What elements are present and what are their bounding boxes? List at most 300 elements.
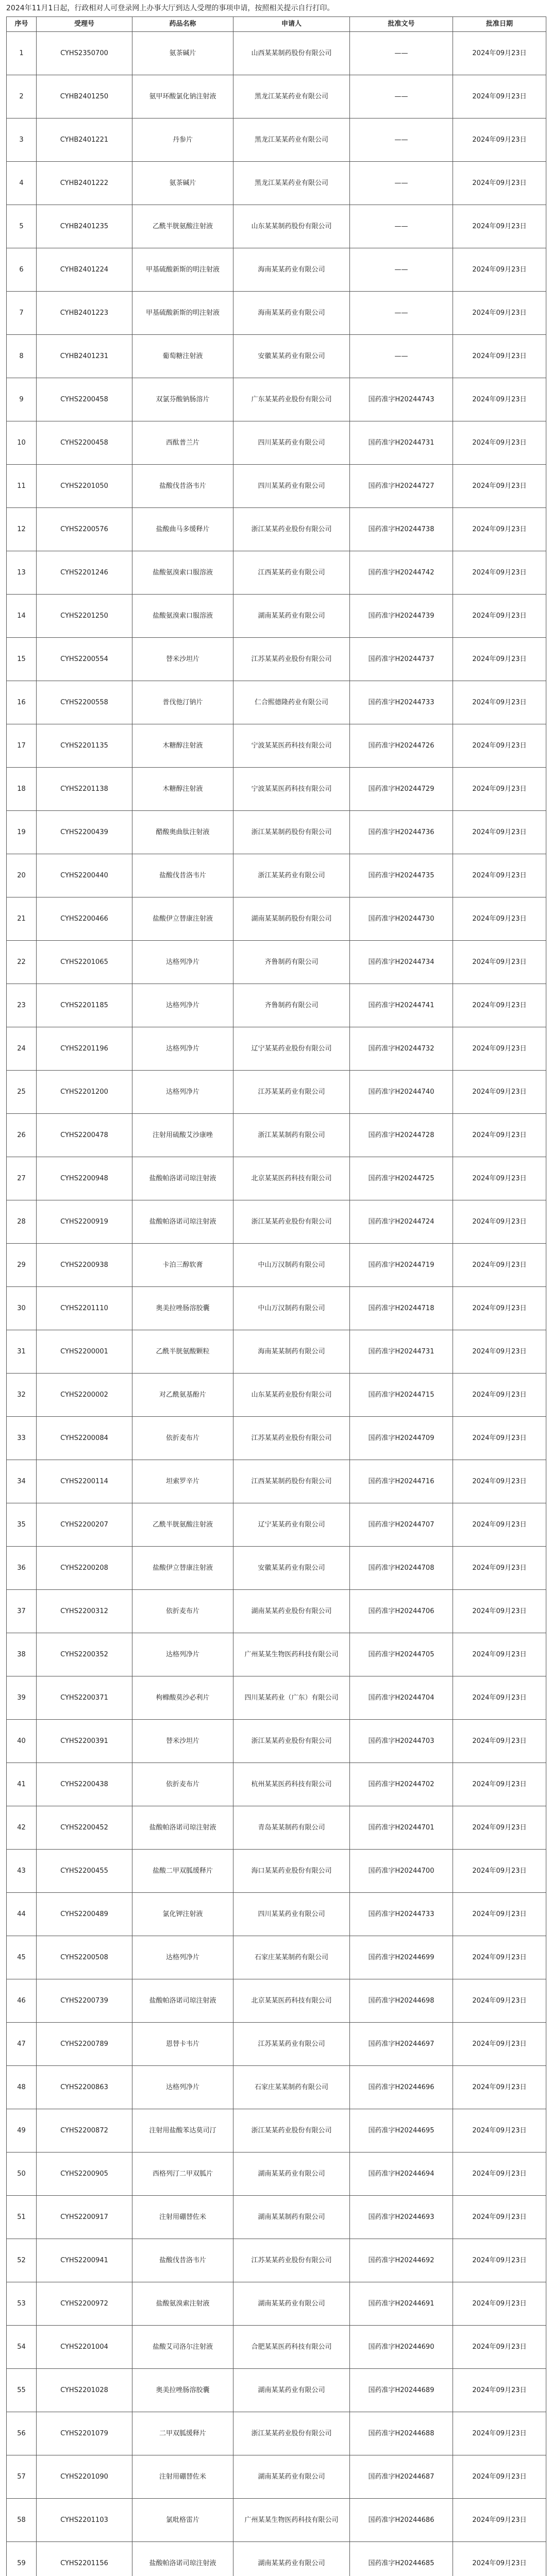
- cell-approval-date: 2024年09月23日: [453, 1417, 546, 1460]
- table-row: [7, 941, 546, 984]
- cell-drug-name: 双氯芬酸钠肠溶片: [132, 378, 233, 421]
- cell-index: 56: [7, 2412, 37, 2455]
- table-header: [7, 17, 546, 32]
- cell-acceptance-no: CYHS2201196: [37, 1027, 132, 1071]
- cell-applicant: 江苏某某药业有限公司: [233, 2023, 350, 2066]
- cell-approval-date: 2024年09月23日: [453, 75, 546, 118]
- cell-drug-name: 注射用硼替佐米: [132, 2196, 233, 2239]
- cell-applicant: 宁波某某医药科技有限公司: [233, 768, 350, 811]
- cell-approval-no: 国药准字H20244715: [350, 1374, 453, 1417]
- cell-drug-name: 氯化钾注射液: [132, 1893, 233, 1936]
- cell-approval-no: 国药准字H20244691: [350, 2282, 453, 2326]
- cell-approval-no: ——: [350, 292, 453, 335]
- cell-approval-date: 2024年09月23日: [453, 1374, 546, 1417]
- cell-acceptance-no: CYHS2201090: [37, 2455, 132, 2499]
- cell-approval-no: 国药准字H20244697: [350, 2023, 453, 2066]
- cell-approval-no: 国药准字H20244726: [350, 724, 453, 768]
- cell-acceptance-no: CYHS2200863: [37, 2066, 132, 2109]
- cell-acceptance-no: CYHS2201246: [37, 551, 132, 595]
- cell-acceptance-no: CYHB2401224: [37, 248, 132, 292]
- cell-acceptance-no: CYHS2200458: [37, 378, 132, 421]
- cell-drug-name: 坦索罗辛片: [132, 1460, 233, 1503]
- cell-approval-no: 国药准字H20244693: [350, 2196, 453, 2239]
- cell-index: 45: [7, 1936, 37, 1979]
- cell-index: 25: [7, 1071, 37, 1114]
- cell-approval-date: 2024年09月23日: [453, 2542, 546, 2576]
- cell-drug-name: 盐酸伐昔洛韦片: [132, 854, 233, 897]
- cell-applicant: 安徽某某药业有限公司: [233, 335, 350, 378]
- header-acceptance-no: 受理号: [37, 17, 132, 32]
- cell-approval-no: 国药准字H20244731: [350, 421, 453, 465]
- cell-approval-no: 国药准字H20244695: [350, 2109, 453, 2153]
- cell-approval-date: 2024年09月23日: [453, 205, 546, 248]
- cell-index: 8: [7, 335, 37, 378]
- cell-applicant: 浙江某某制药股份有限公司: [233, 811, 350, 854]
- approval-table: [6, 16, 546, 2576]
- cell-approval-no: 国药准字H20244685: [350, 2542, 453, 2576]
- cell-applicant: 湖南某某药业有限公司: [233, 2153, 350, 2196]
- cell-acceptance-no: CYHS2200558: [37, 681, 132, 724]
- cell-acceptance-no: CYHS2200391: [37, 1720, 132, 1763]
- table-row: [7, 1503, 546, 1547]
- cell-approval-date: 2024年09月23日: [453, 162, 546, 205]
- cell-approval-no: 国药准字H20244725: [350, 1157, 453, 1200]
- cell-applicant: 中山万汉制药有限公司: [233, 1287, 350, 1330]
- cell-approval-date: 2024年09月23日: [453, 2455, 546, 2499]
- cell-approval-date: 2024年09月23日: [453, 768, 546, 811]
- cell-acceptance-no: CYHS2200352: [37, 1633, 132, 1676]
- table-row: [7, 984, 546, 1027]
- cell-acceptance-no: CYHS2200941: [37, 2239, 132, 2282]
- cell-index: 17: [7, 724, 37, 768]
- table-row: [7, 2023, 546, 2066]
- cell-applicant: 中山万汉制药有限公司: [233, 1244, 350, 1287]
- cell-drug-name: 恩替卡韦片: [132, 2023, 233, 2066]
- cell-approval-date: 2024年09月23日: [453, 897, 546, 941]
- cell-drug-name: 盐酸伊立替康注射液: [132, 1547, 233, 1590]
- cell-approval-date: 2024年09月23日: [453, 638, 546, 681]
- cell-drug-name: 盐酸伐昔洛韦片: [132, 465, 233, 508]
- cell-approval-no: 国药准字H20244738: [350, 508, 453, 551]
- table-row: [7, 205, 546, 248]
- cell-approval-date: 2024年09月23日: [453, 2066, 546, 2109]
- cell-applicant: 石家庄某某制药有限公司: [233, 1936, 350, 1979]
- cell-approval-date: 2024年09月23日: [453, 1590, 546, 1633]
- cell-approval-date: 2024年09月23日: [453, 2412, 546, 2455]
- cell-applicant: 浙江某某药业股份有限公司: [233, 1720, 350, 1763]
- header-drug-name: 药品名称: [132, 17, 233, 32]
- cell-index: 58: [7, 2499, 37, 2542]
- cell-approval-no: 国药准字H20244729: [350, 768, 453, 811]
- cell-approval-date: 2024年09月23日: [453, 1244, 546, 1287]
- cell-index: 15: [7, 638, 37, 681]
- cell-index: 35: [7, 1503, 37, 1547]
- cell-approval-no: 国药准字H20244727: [350, 465, 453, 508]
- cell-acceptance-no: CYHS2200002: [37, 1374, 132, 1417]
- cell-approval-date: 2024年09月23日: [453, 1200, 546, 1244]
- cell-applicant: 山西某某制药股份有限公司: [233, 32, 350, 75]
- cell-acceptance-no: CYHS2200455: [37, 1850, 132, 1893]
- cell-approval-no: 国药准字H20244732: [350, 1027, 453, 1071]
- cell-applicant: 山东某某制药股份有限公司: [233, 205, 350, 248]
- cell-acceptance-no: CYHS2200948: [37, 1157, 132, 1200]
- cell-index: 53: [7, 2282, 37, 2326]
- cell-acceptance-no: CYHS2200458: [37, 421, 132, 465]
- cell-approval-date: 2024年09月23日: [453, 1071, 546, 1114]
- cell-applicant: 杭州某某医药科技有限公司: [233, 1763, 350, 1806]
- cell-approval-no: 国药准字H20244709: [350, 1417, 453, 1460]
- cell-approval-date: 2024年09月23日: [453, 1287, 546, 1330]
- cell-applicant: 辽宁某某药业有限公司: [233, 1503, 350, 1547]
- cell-index: 28: [7, 1200, 37, 1244]
- cell-index: 54: [7, 2326, 37, 2369]
- cell-acceptance-no: CYHS2200872: [37, 2109, 132, 2153]
- cell-drug-name: 达格列净片: [132, 1936, 233, 1979]
- table-row: [7, 2109, 546, 2153]
- cell-acceptance-no: CYHS2200466: [37, 897, 132, 941]
- cell-applicant: 四川某某药业有限公司: [233, 1893, 350, 1936]
- table-row: [7, 2066, 546, 2109]
- cell-index: 4: [7, 162, 37, 205]
- table-row: [7, 1417, 546, 1460]
- table-row: [7, 724, 546, 768]
- cell-approval-date: 2024年09月23日: [453, 1547, 546, 1590]
- cell-index: 42: [7, 1806, 37, 1850]
- cell-drug-name: 达格列净片: [132, 1027, 233, 1071]
- cell-approval-date: 2024年09月23日: [453, 378, 546, 421]
- cell-acceptance-no: CYHS2200114: [37, 1460, 132, 1503]
- table-row: [7, 1676, 546, 1720]
- cell-applicant: 浙江某某制药有限公司: [233, 1114, 350, 1157]
- cell-drug-name: 盐酸帕洛诺司琼注射液: [132, 1806, 233, 1850]
- cell-applicant: 湖南某某药业有限公司: [233, 595, 350, 638]
- cell-approval-no: 国药准字H20244708: [350, 1547, 453, 1590]
- cell-approval-date: 2024年09月23日: [453, 1676, 546, 1720]
- cell-approval-no: 国药准字H20244690: [350, 2326, 453, 2369]
- cell-drug-name: 盐酸伊立替康注射液: [132, 897, 233, 941]
- cell-acceptance-no: CYHS2200312: [37, 1590, 132, 1633]
- cell-drug-name: 木糖醇注射液: [132, 768, 233, 811]
- cell-approval-no: ——: [350, 32, 453, 75]
- cell-applicant: 广州某某生物医药科技有限公司: [233, 1633, 350, 1676]
- cell-drug-name: 丹参片: [132, 118, 233, 162]
- cell-approval-no: 国药准字H20244730: [350, 897, 453, 941]
- cell-approval-no: 国药准字H20244686: [350, 2499, 453, 2542]
- cell-applicant: 海口某某药业股份有限公司: [233, 1850, 350, 1893]
- cell-index: 21: [7, 897, 37, 941]
- cell-index: 11: [7, 465, 37, 508]
- cell-applicant: 齐鲁制药有限公司: [233, 941, 350, 984]
- cell-approval-date: 2024年09月23日: [453, 681, 546, 724]
- cell-acceptance-no: CYHS2201050: [37, 465, 132, 508]
- cell-index: 26: [7, 1114, 37, 1157]
- cell-approval-no: 国药准字H20244707: [350, 1503, 453, 1547]
- cell-index: 48: [7, 2066, 37, 2109]
- cell-drug-name: 木糖醇注射液: [132, 724, 233, 768]
- cell-index: 40: [7, 1720, 37, 1763]
- cell-index: 12: [7, 508, 37, 551]
- table-row: [7, 681, 546, 724]
- cell-applicant: 浙江某某药业有限公司: [233, 854, 350, 897]
- cell-approval-date: 2024年09月23日: [453, 984, 546, 1027]
- cell-approval-no: 国药准字H20244719: [350, 1244, 453, 1287]
- cell-acceptance-no: CYHS2200489: [37, 1893, 132, 1936]
- table-row: [7, 32, 546, 75]
- intro-text: 2024年11月1日起，行政相对人可登录网上办事大厅到达人受理的事项申请，按照相关提示自行打印。: [6, 4, 334, 12]
- cell-approval-no: 国药准字H20244734: [350, 941, 453, 984]
- table-row: [7, 2455, 546, 2499]
- cell-index: 47: [7, 2023, 37, 2066]
- cell-acceptance-no: CYHS2200438: [37, 1763, 132, 1806]
- cell-applicant: 石家庄某某制药有限公司: [233, 2066, 350, 2109]
- cell-drug-name: 达格列净片: [132, 1071, 233, 1114]
- cell-applicant: 湖南某某药业股份有限公司: [233, 1590, 350, 1633]
- cell-drug-name: 枸橼酸莫沙必利片: [132, 1676, 233, 1720]
- cell-acceptance-no: CYHS2200938: [37, 1244, 132, 1287]
- cell-applicant: 辽宁某某药业股份有限公司: [233, 1027, 350, 1071]
- cell-drug-name: 卡泊三醇软膏: [132, 1244, 233, 1287]
- cell-approval-no: 国药准字H20244743: [350, 378, 453, 421]
- cell-drug-name: 盐酸氨溴索口服溶液: [132, 551, 233, 595]
- cell-acceptance-no: CYHS2200371: [37, 1676, 132, 1720]
- cell-approval-date: 2024年09月23日: [453, 1114, 546, 1157]
- cell-applicant: 江苏某某药业股份有限公司: [233, 2239, 350, 2282]
- cell-applicant: 海南某某药业有限公司: [233, 292, 350, 335]
- cell-drug-name: 乙酰半胱氨酸注射液: [132, 205, 233, 248]
- cell-acceptance-no: CYHS2200478: [37, 1114, 132, 1157]
- cell-drug-name: 达格列净片: [132, 2066, 233, 2109]
- cell-approval-date: 2024年09月23日: [453, 2196, 546, 2239]
- cell-approval-no: 国药准字H20244687: [350, 2455, 453, 2499]
- cell-index: 23: [7, 984, 37, 1027]
- table-row: [7, 1893, 546, 1936]
- cell-acceptance-no: CYHS2200207: [37, 1503, 132, 1547]
- table-row: [7, 2542, 546, 2576]
- cell-drug-name: 替米沙坦片: [132, 638, 233, 681]
- cell-drug-name: 西格列汀二甲双胍片: [132, 2153, 233, 2196]
- cell-acceptance-no: CYHS2201135: [37, 724, 132, 768]
- table-row: [7, 292, 546, 335]
- cell-approval-date: 2024年09月23日: [453, 118, 546, 162]
- cell-drug-name: 盐酸帕洛诺司琼注射液: [132, 1157, 233, 1200]
- cell-index: 6: [7, 248, 37, 292]
- cell-index: 13: [7, 551, 37, 595]
- cell-acceptance-no: CYHB2401235: [37, 205, 132, 248]
- cell-drug-name: 奥美拉唑肠溶胶囊: [132, 1287, 233, 1330]
- header-applicant: 申请人: [233, 17, 350, 32]
- table-row: [7, 1590, 546, 1633]
- table-row: [7, 1244, 546, 1287]
- cell-drug-name: 盐酸二甲双胍缓释片: [132, 1850, 233, 1893]
- cell-acceptance-no: CYHS2201103: [37, 2499, 132, 2542]
- cell-index: 49: [7, 2109, 37, 2153]
- table-row: [7, 1633, 546, 1676]
- cell-acceptance-no: CYHS2201028: [37, 2369, 132, 2412]
- table-row: [7, 1850, 546, 1893]
- cell-applicant: 广东某某药业股份有限公司: [233, 378, 350, 421]
- cell-approval-no: 国药准字H20244694: [350, 2153, 453, 2196]
- cell-acceptance-no: CYHS2201185: [37, 984, 132, 1027]
- cell-drug-name: 注射用硼替佐米: [132, 2455, 233, 2499]
- cell-approval-date: 2024年09月23日: [453, 1763, 546, 1806]
- cell-approval-date: 2024年09月23日: [453, 1157, 546, 1200]
- cell-drug-name: 醋酸奥曲肽注射液: [132, 811, 233, 854]
- cell-index: 46: [7, 1979, 37, 2023]
- cell-approval-no: 国药准字H20244700: [350, 1850, 453, 1893]
- cell-drug-name: 乙酰半胱氨酸注射液: [132, 1503, 233, 1547]
- cell-drug-name: 乙酰半胱氨酸颗粒: [132, 1330, 233, 1374]
- cell-index: 57: [7, 2455, 37, 2499]
- cell-acceptance-no: CYHS2201200: [37, 1071, 132, 1114]
- cell-approval-no: 国药准字H20244692: [350, 2239, 453, 2282]
- header-approval-no: 批准文号: [350, 17, 453, 32]
- table-row: [7, 2369, 546, 2412]
- cell-acceptance-no: CYHS2201065: [37, 941, 132, 984]
- cell-drug-name: 依折麦布片: [132, 1590, 233, 1633]
- cell-index: 34: [7, 1460, 37, 1503]
- cell-index: 10: [7, 421, 37, 465]
- cell-drug-name: 达格列净片: [132, 941, 233, 984]
- cell-index: 27: [7, 1157, 37, 1200]
- cell-applicant: 宁波某某医药科技有限公司: [233, 724, 350, 768]
- cell-applicant: 海南某某药业有限公司: [233, 248, 350, 292]
- cell-approval-no: 国药准字H20244705: [350, 1633, 453, 1676]
- cell-drug-name: 达格列净片: [132, 984, 233, 1027]
- cell-acceptance-no: CYHS2200439: [37, 811, 132, 854]
- cell-drug-name: 替米沙坦片: [132, 1720, 233, 1763]
- cell-approval-date: 2024年09月23日: [453, 2282, 546, 2326]
- cell-approval-no: 国药准字H20244689: [350, 2369, 453, 2412]
- table-row: [7, 638, 546, 681]
- cell-applicant: 广州某某生物医药科技有限公司: [233, 2499, 350, 2542]
- table-row: [7, 1114, 546, 1157]
- cell-approval-no: 国药准字H20244724: [350, 1200, 453, 1244]
- cell-index: 7: [7, 292, 37, 335]
- cell-drug-name: 甲基硫酸新斯的明注射液: [132, 248, 233, 292]
- cell-approval-date: 2024年09月23日: [453, 595, 546, 638]
- cell-index: 41: [7, 1763, 37, 1806]
- cell-drug-name: 依折麦布片: [132, 1763, 233, 1806]
- table-row: [7, 378, 546, 421]
- cell-approval-date: 2024年09月23日: [453, 1503, 546, 1547]
- cell-index: 24: [7, 1027, 37, 1071]
- cell-approval-date: 2024年09月23日: [453, 854, 546, 897]
- cell-drug-name: 盐酸帕洛诺司琼注射液: [132, 2542, 233, 2576]
- cell-index: 52: [7, 2239, 37, 2282]
- table-row: [7, 248, 546, 292]
- cell-index: 33: [7, 1417, 37, 1460]
- cell-drug-name: 氨茶碱片: [132, 162, 233, 205]
- cell-applicant: 黑龙江某某药业有限公司: [233, 162, 350, 205]
- cell-drug-name: 注射用盐酸苯达莫司汀: [132, 2109, 233, 2153]
- table-row: [7, 2499, 546, 2542]
- cell-applicant: 黑龙江某某药业有限公司: [233, 75, 350, 118]
- cell-drug-name: 甲基硫酸新斯的明注射液: [132, 292, 233, 335]
- cell-approval-no: 国药准字H20244731: [350, 1330, 453, 1374]
- table-row: [7, 1330, 546, 1374]
- cell-approval-no: ——: [350, 118, 453, 162]
- cell-acceptance-no: CYHS2201004: [37, 2326, 132, 2369]
- cell-acceptance-no: CYHS2200084: [37, 1417, 132, 1460]
- cell-approval-no: 国药准字H20244741: [350, 984, 453, 1027]
- cell-applicant: 江苏某某药业股份有限公司: [233, 1417, 350, 1460]
- cell-drug-name: 对乙酰氨基酚片: [132, 1374, 233, 1417]
- cell-approval-no: 国药准字H20244736: [350, 811, 453, 854]
- cell-approval-no: 国药准字H20244702: [350, 1763, 453, 1806]
- cell-index: 43: [7, 1850, 37, 1893]
- cell-approval-date: 2024年09月23日: [453, 2499, 546, 2542]
- cell-acceptance-no: CYHS2200972: [37, 2282, 132, 2326]
- table-row: [7, 421, 546, 465]
- cell-acceptance-no: CYHS2350700: [37, 32, 132, 75]
- cell-approval-date: 2024年09月23日: [453, 1893, 546, 1936]
- cell-drug-name: 奥美拉唑肠溶胶囊: [132, 2369, 233, 2412]
- cell-index: 59: [7, 2542, 37, 2576]
- cell-index: 1: [7, 32, 37, 75]
- cell-approval-no: 国药准字H20244740: [350, 1071, 453, 1114]
- cell-approval-date: 2024年09月23日: [453, 1330, 546, 1374]
- table-row: [7, 1763, 546, 1806]
- cell-index: 37: [7, 1590, 37, 1633]
- cell-index: 3: [7, 118, 37, 162]
- table-row: [7, 1806, 546, 1850]
- header-row: [7, 17, 546, 32]
- cell-approval-date: 2024年09月23日: [453, 508, 546, 551]
- cell-index: 44: [7, 1893, 37, 1936]
- table-row: [7, 595, 546, 638]
- cell-drug-name: 氨甲环酸氯化钠注射液: [132, 75, 233, 118]
- cell-drug-name: 依折麦布片: [132, 1417, 233, 1460]
- cell-applicant: 湖南某某制药有限公司: [233, 2196, 350, 2239]
- table-row: [7, 508, 546, 551]
- cell-index: 16: [7, 681, 37, 724]
- cell-index: 32: [7, 1374, 37, 1417]
- cell-index: 31: [7, 1330, 37, 1374]
- cell-applicant: 浙江某某药业股份有限公司: [233, 1200, 350, 1244]
- cell-drug-name: 注射用硫酸艾沙康唑: [132, 1114, 233, 1157]
- cell-acceptance-no: CYHS2200554: [37, 638, 132, 681]
- cell-index: 2: [7, 75, 37, 118]
- cell-acceptance-no: CYHS2200917: [37, 2196, 132, 2239]
- cell-acceptance-no: CYHB2401250: [37, 75, 132, 118]
- cell-acceptance-no: CYHS2200452: [37, 1806, 132, 1850]
- cell-index: 38: [7, 1633, 37, 1676]
- cell-index: 9: [7, 378, 37, 421]
- cell-index: 18: [7, 768, 37, 811]
- cell-drug-name: 葡萄糖注射液: [132, 335, 233, 378]
- cell-acceptance-no: CYHS2200208: [37, 1547, 132, 1590]
- cell-approval-date: 2024年09月23日: [453, 811, 546, 854]
- table-row: [7, 1720, 546, 1763]
- cell-acceptance-no: CYHS2200905: [37, 2153, 132, 2196]
- table-row: [7, 162, 546, 205]
- cell-applicant: 安徽某某药业有限公司: [233, 1547, 350, 1590]
- cell-applicant: 齐鲁制药有限公司: [233, 984, 350, 1027]
- cell-acceptance-no: CYHB2401221: [37, 118, 132, 162]
- table-row: [7, 2326, 546, 2369]
- cell-approval-no: ——: [350, 205, 453, 248]
- cell-approval-date: 2024年09月23日: [453, 1633, 546, 1676]
- cell-applicant: 浙江某某药业股份有限公司: [233, 2109, 350, 2153]
- cell-approval-date: 2024年09月23日: [453, 2369, 546, 2412]
- table-row: [7, 1979, 546, 2023]
- cell-applicant: 四川某某药业有限公司: [233, 421, 350, 465]
- cell-approval-no: ——: [350, 248, 453, 292]
- cell-approval-no: 国药准字H20244728: [350, 1114, 453, 1157]
- cell-approval-date: 2024年09月23日: [453, 1936, 546, 1979]
- cell-index: 29: [7, 1244, 37, 1287]
- cell-index: 19: [7, 811, 37, 854]
